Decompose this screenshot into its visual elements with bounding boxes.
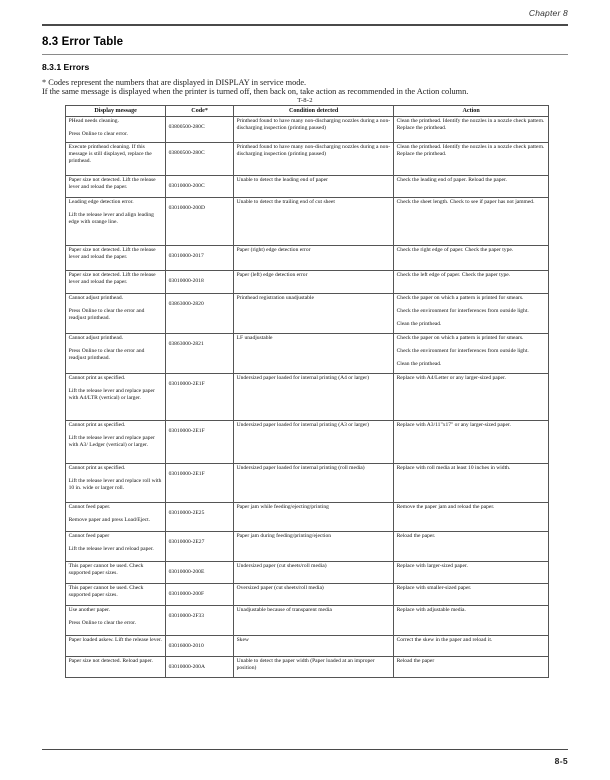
cell-display-message: This paper cannot be used. Check supported paper sizes. — [66, 562, 166, 584]
cell-condition-detected: Paper (left) edge detection error — [234, 271, 394, 294]
cell-code: 03800500-280C — [166, 143, 234, 176]
cell-code: 03010000-200F — [166, 584, 234, 606]
cell-code: 03010000-2017 — [166, 246, 234, 271]
cell-display-message: Use another paper. Press Online to clear the error. — [66, 606, 166, 636]
cell-code: 03010000-2E1F — [166, 374, 234, 421]
table-row — [66, 198, 549, 246]
header-rule — [42, 24, 568, 26]
cell-condition-detected: Printhead found to have many non-discharging nozzles during a non-discharging inspection (printing paused) — [234, 117, 394, 143]
table-row — [66, 657, 549, 678]
column-header-condition-detected: Condition detected — [234, 106, 394, 117]
cell-display-message: Execute printhead cleaning. If this message is still displayed, replace the printhead. — [66, 143, 166, 176]
cell-action: Check the left edge of paper. Check the paper type. — [394, 271, 549, 294]
cell-code: 03010000-200C — [166, 176, 234, 198]
table-header-row — [66, 106, 549, 117]
cell-condition-detected: Undersized paper loaded for internal printing (A4 or larger) — [234, 374, 394, 421]
column-header-action: Action — [394, 106, 549, 117]
cell-action: Replace with A4/Letter or any larger-sized paper. — [394, 374, 549, 421]
cell-display-message: Paper size not detected. Reload paper. — [66, 657, 166, 678]
column-header-code: Code* — [166, 106, 234, 117]
cell-code: 03010000-2E27 — [166, 532, 234, 562]
cell-code: 03010000-200A — [166, 657, 234, 678]
table-row — [66, 117, 549, 143]
cell-condition-detected: Skew — [234, 636, 394, 657]
table-row — [66, 606, 549, 636]
cell-code: 03016000-2010 — [166, 636, 234, 657]
cell-condition-detected: Oversized paper (cut sheets/roll media) — [234, 584, 394, 606]
table-row — [66, 636, 549, 657]
cell-code: 03010000-2018 — [166, 271, 234, 294]
cell-condition-detected: Undersized paper loaded for internal printing (roll media) — [234, 464, 394, 503]
cell-code: 03010000-2E1F — [166, 421, 234, 464]
table-row — [66, 374, 549, 421]
cell-action: Clean the printhead. Identify the nozzles in a nozzle check pattern. Replace the printhead. — [394, 117, 549, 143]
cell-action: Replace with A3/11"x17" or any larger-sized paper. — [394, 421, 549, 464]
cell-display-message: Cannot feed paper. Remove paper and press Load/Eject. — [66, 503, 166, 532]
error-table-wrapper — [65, 105, 548, 678]
error-table — [65, 105, 549, 678]
cell-action: Check the sheet length. Check to see if paper has not jammed. — [394, 198, 549, 246]
cell-action: Reload the paper. — [394, 532, 549, 562]
cell-code: 03863000-2821 — [166, 334, 234, 374]
cell-condition-detected: Printhead registration unadjustable — [234, 294, 394, 334]
cell-condition-detected: Unadjustable because of transparent media — [234, 606, 394, 636]
table-row — [66, 584, 549, 606]
table-row — [66, 503, 549, 532]
running-header-chapter: Chapter 8 — [528, 8, 568, 18]
page-title: 8.3 Error Table — [42, 36, 124, 48]
cell-code: 03800500-280C — [166, 117, 234, 143]
cell-condition-detected: Paper jam during feeding/printing/ejection — [234, 532, 394, 562]
table-row — [66, 294, 549, 334]
cell-condition-detected: Unable to detect the leading end of paper — [234, 176, 394, 198]
cell-display-message: Cannot feed paper Lift the release lever and reload paper. — [66, 532, 166, 562]
column-header-display-message: Display message — [66, 106, 166, 117]
cell-display-message: Paper size not detected. Lift the release lever and reload the paper. — [66, 271, 166, 294]
cell-display-message: Paper loaded askew. Lift the release lever. — [66, 636, 166, 657]
cell-display-message: Paper size not detected. Lift the release lever and reload the paper. — [66, 176, 166, 198]
section-title-rule — [42, 54, 568, 55]
cell-code: 03010000-2E25 — [166, 503, 234, 532]
cell-display-message: Cannot adjust printhead. Press Online to clear the error and readjust printhead. — [66, 334, 166, 374]
cell-action: Replace with smaller-sized paper. — [394, 584, 549, 606]
cell-condition-detected: Paper (right) edge detection error — [234, 246, 394, 271]
table-row — [66, 334, 549, 374]
page-number: 8-5 — [554, 756, 568, 766]
table-row — [66, 562, 549, 584]
cell-action: Check the paper on which a pattern is printed for smears. Check the environment for interferences from outside light. Clean the printhead. — [394, 294, 549, 334]
cell-action: Remove the paper jam and reload the paper. — [394, 503, 549, 532]
table-body — [66, 117, 549, 678]
cell-condition-detected: Paper jam while feeding/ejecting/printing — [234, 503, 394, 532]
table-row — [66, 176, 549, 198]
table-row — [66, 421, 549, 464]
table-id-label: T-8-2 — [297, 97, 313, 104]
cell-condition-detected: Printhead found to have many non-discharging nozzles during a non-discharging inspection (printing paused) — [234, 143, 394, 176]
cell-code: 03010000-200D — [166, 198, 234, 246]
cell-action: Check the leading end of paper. Reload the paper. — [394, 176, 549, 198]
table-row — [66, 246, 549, 271]
cell-code: 03010000-2E1F — [166, 464, 234, 503]
cell-action: Reload the paper — [394, 657, 549, 678]
table-head — [66, 106, 549, 117]
cell-display-message: Cannot adjust printhead. Press Online to clear the error and readjust printhead. — [66, 294, 166, 334]
footer-rule — [42, 749, 568, 750]
cell-display-message: Leading edge detection error. Lift the release lever and align leading edge with orange line. — [66, 198, 166, 246]
cell-condition-detected: Unable to detect the paper width (Paper loaded at an improper position) — [234, 657, 394, 678]
cell-display-message: This paper cannot be used. Check supported paper sizes. — [66, 584, 166, 606]
cell-display-message: PHead needs cleaning. Press Online to clear error. — [66, 117, 166, 143]
note-repeat-message: If the same message is displayed when the printer is turned off, then back on, take action as recommended in the Action column. — [42, 87, 469, 96]
cell-display-message: Paper size not detected. Lift the release lever and reload the paper. — [66, 246, 166, 271]
cell-condition-detected: Undersized paper loaded for internal printing (A3 or larger) — [234, 421, 394, 464]
cell-action: Clean the printhead. Identify the nozzles in a nozzle check pattern. Replace the printhead. — [394, 143, 549, 176]
cell-condition-detected: LF unadjustable — [234, 334, 394, 374]
table-row — [66, 143, 549, 176]
table-row — [66, 464, 549, 503]
cell-display-message: Cannot print as specified. Lift the release lever and replace paper with A3/ Ledger (vertical) or larger. — [66, 421, 166, 464]
note-codes: * Codes represent the numbers that are displayed in DISPLAY in service mode. — [42, 78, 307, 87]
cell-condition-detected: Unable to detect the trailing end of cut sheet — [234, 198, 394, 246]
cell-action: Check the right edge of paper. Check the paper type. — [394, 246, 549, 271]
cell-code: 03863000-2820 — [166, 294, 234, 334]
cell-action: Replace with adjustable media. — [394, 606, 549, 636]
cell-action: Replace with larger-sized paper. — [394, 562, 549, 584]
cell-action: Check the paper on which a pattern is printed for smears. Check the environment for interferences from outside light. Clean the printhead. — [394, 334, 549, 374]
subsection-title: 8.3.1 Errors — [42, 62, 90, 72]
table-row — [66, 271, 549, 294]
cell-condition-detected: Undersized paper (cut sheets/roll media) — [234, 562, 394, 584]
cell-code: 03010000-200E — [166, 562, 234, 584]
table-row — [66, 532, 549, 562]
cell-display-message: Cannot print as specified. Lift the release lever and replace roll with 10 in. wide or larger roll. — [66, 464, 166, 503]
cell-display-message: Cannot print as specified. Lift the release lever and replace paper with A4/LTR (vertical) or larger. — [66, 374, 166, 421]
cell-action: Replace with roll media at least 10 inches in width. — [394, 464, 549, 503]
cell-code: 03010000-2F33 — [166, 606, 234, 636]
cell-action: Correct the skew in the paper and reload it. — [394, 636, 549, 657]
